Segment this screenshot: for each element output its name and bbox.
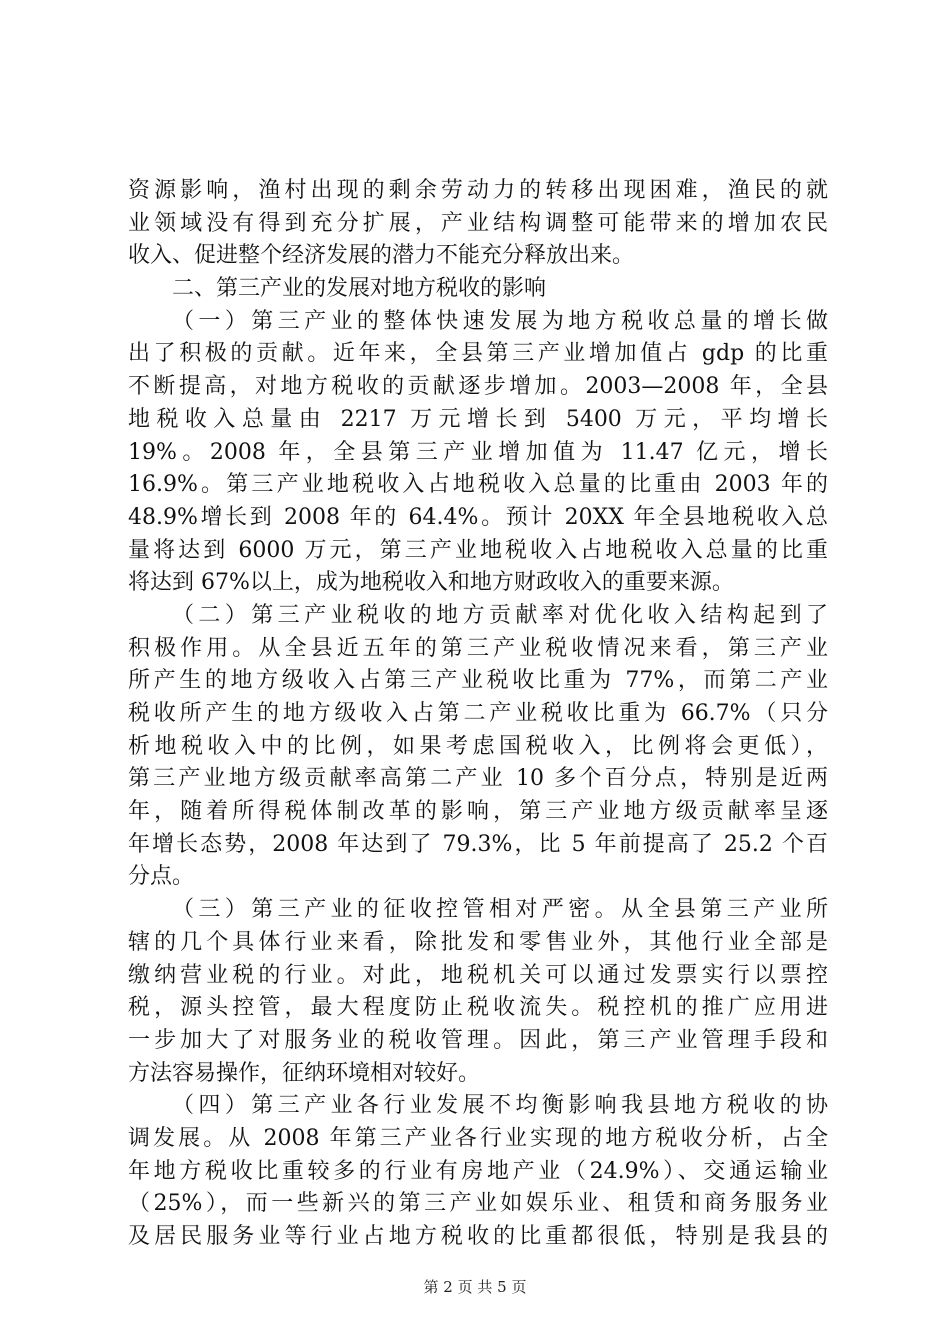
text-line: （25%），而一些新兴的第三产业如娱乐业、租赁和商务服务业 [128,1191,828,1217]
text-line: 收入、促进整个经济发展的潜力不能充分释放出来。 [128,243,635,269]
text-line: 一步加大了对服务业的税收管理。因此，第三产业管理手段和 [128,1027,828,1053]
text-line: 资源影响，渔村出现的剩余劳动力的转移出现困难，渔民的就 [128,178,828,203]
text-line: 量将达到 6000 万元，第三产业地税收入占地税收入总量的比重 [128,537,828,563]
text-line: 方法容易操作，征纳环境相对较好。 [128,1060,481,1086]
paragraph-first-line: （三）第三产业的征收控管相对严密。从全县第三产业所 [172,897,828,923]
page-number-footer: 第 2 页 共 5 页 [423,1278,527,1296]
text-line: 年，随着所得税体制改革的影响，第三产业地方级贡献率呈逐 [128,799,828,825]
document-body [128,175,828,1254]
text-line: 年地方税收比重较多的行业有房地产业（24.9%）、交通运输业 [128,1158,828,1184]
text-line: 税收所产生的地方级收入占第二产业税收比重为 66.7%（只分 [128,701,828,726]
text-line: 缴纳营业税的行业。对此，地税机关可以通过发票实行以票控 [128,962,828,988]
text-line: 年增长态势，2008 年达到了 79.3%，比 5 年前提高了 25.2 个百 [128,831,828,857]
text-line: 所产生的地方级收入占第三产业税收比重为 77%，而第二产业 [128,668,828,694]
text-line: 析地税收入中的比例，如果考虑国税收入，比例将会更低）， [128,733,828,759]
paragraph-first-line: （二）第三产业税收的地方贡献率对优化收入结构起到了 [172,602,828,628]
text-line: 业领域没有得到充分扩展，产业结构调整可能带来的增加农民 [128,210,828,236]
text-line: 税，源头控管，最大程度防止税收流失。税控机的推广应用进 [128,995,828,1021]
text-line: 地税收入总量由 2217 万元增长到 5400 万元，平均增长 [128,406,828,432]
text-line: 将达到 67%以上，成为地税收入和地方财政收入的重要来源。 [128,570,734,596]
paragraph-first-line: （四）第三产业各行业发展不均衡影响我县地方税收的协 [172,1093,828,1119]
text-line: 积极作用。从全县近五年的第三产业税收情况来看，第三产业 [128,635,828,661]
text-line: 调发展。从 2008 年第三产业各行业实现的地方税收分析，占全 [128,1125,828,1151]
text-line: 分点。 [128,864,195,890]
text-line: 19%。2008 年，全县第三产业增加值为 11.47 亿元，增长 [128,439,828,465]
section-heading: 二、第三产业的发展对地方税收的影响 [172,276,547,302]
text-line: 辖的几个具体行业来看，除批发和零售业外，其他行业全部是 [128,929,828,955]
text-line: 出了积极的贡献。近年来，全县第三产业增加值占 gdp 的比重 [128,341,828,367]
text-line: 第三产业地方级贡献率高第二产业 10 多个百分点，特别是近两 [128,766,828,792]
text-line: 48.9%增长到 2008 年的 64.4%。预计 20XX 年全县地税收入总 [128,504,828,530]
text-line: 16.9%。第三产业地税收入占地税收入总量的比重由 2003 年的 [128,472,828,498]
text-line: 不断提高，对地方税收的贡献逐步增加。2003—2008 年，全县 [128,374,828,400]
text-line: 及居民服务业等行业占地方税收的比重都很低，特别是我县的 [128,1224,828,1249]
paragraph-first-line: （一）第三产业的整体快速发展为地方税收总量的增长做 [172,308,828,334]
